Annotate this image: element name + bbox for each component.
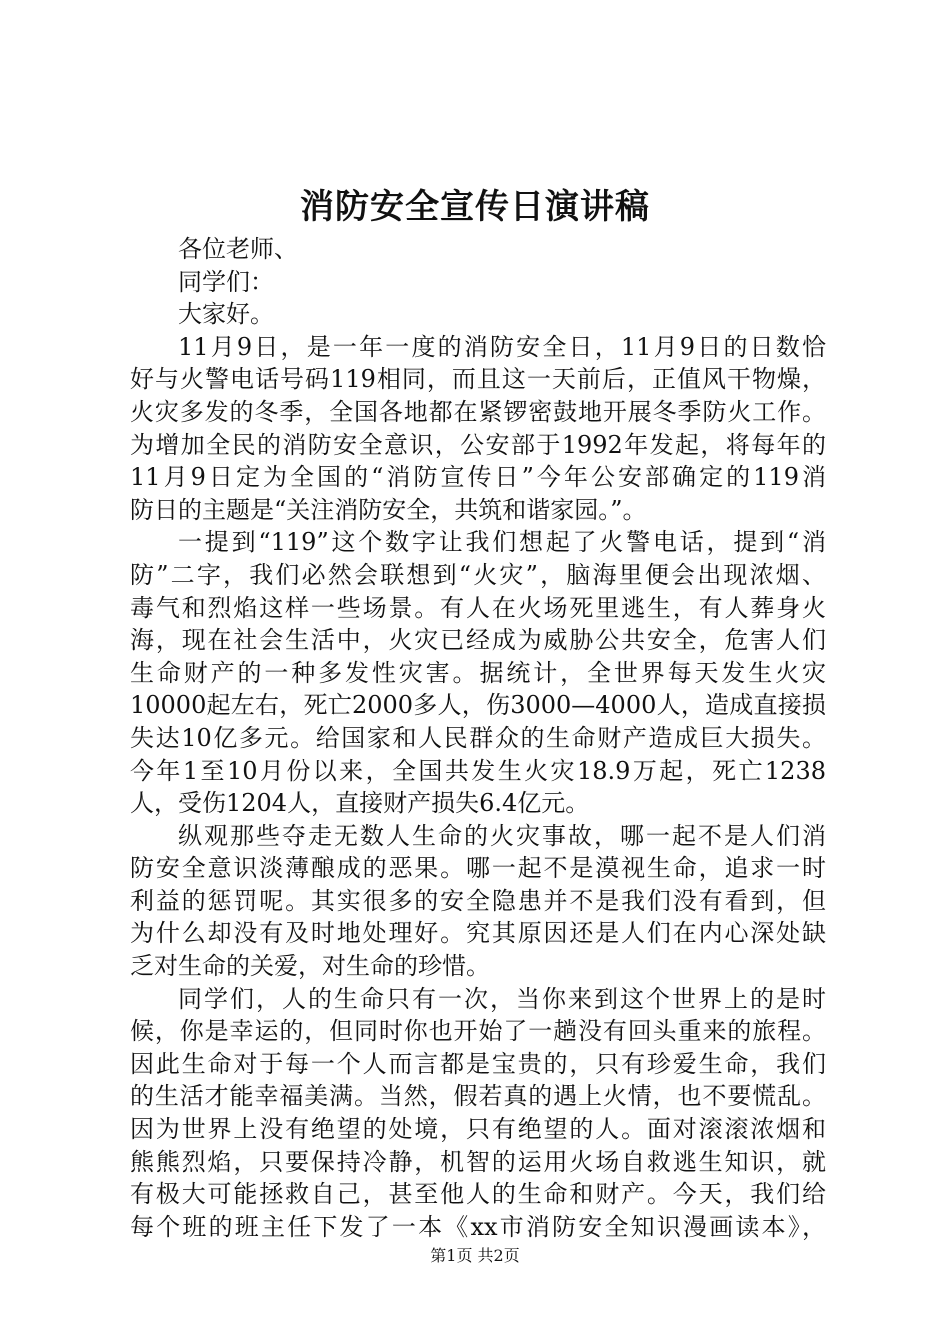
text-line: 防”二字，我们必然会联想到“火灾”，脑海里便会出现浓烟、: [130, 560, 826, 589]
text-line: 每个班的班主任下发了一本《xx市消防安全知识漫画读本》，: [130, 1212, 826, 1241]
text-line: 候，你是幸运的，但同时你也开始了一趟没有回头重来的旅程。: [130, 1017, 826, 1046]
text-line: 防日的主题是“关注消防安全，共筑和谐家园。”。: [130, 495, 647, 524]
document-title: 消防安全宣传日演讲稿: [300, 187, 650, 227]
text-line: 火灾多发的冬季，全国各地都在紧锣密鼓地开展冬季防火工作。: [130, 397, 826, 426]
text-line: 今年1至10月份以来，全国共发生火灾18.9万起，死亡1238: [130, 756, 826, 785]
text-line: 11月9日定为全国的“消防宣传日”今年公安部确定的119消: [130, 463, 826, 492]
text-line: 同学们，人的生命只有一次，当你来到这个世界上的是时: [178, 984, 826, 1013]
text-line: 乏对生命的关爱，对生命的珍惜。: [130, 952, 490, 981]
text-line: 防安全意识淡薄酿成的恶果。哪一起不是漠视生命，追求一时: [130, 854, 826, 883]
text-line: 海，现在社会生活中，火灾已经成为威胁公共安全，危害人们: [130, 626, 826, 655]
text-line: 有极大可能拯救自己，甚至他人的生命和财产。今天，我们给: [130, 1180, 826, 1209]
text-line: 毒气和烈焰这样一些场景。有人在火场死里逃生，有人葬身火: [130, 593, 826, 622]
text-line: 为增加全民的消防安全意识，公安部于1992年发起，将每年的: [130, 430, 826, 459]
text-line: 的生活才能幸福美满。当然，假若真的遇上火情，也不要慌乱。: [130, 1082, 826, 1111]
text-line: 失达10亿多元。给国家和人民群众的生命财产造成巨大损失。: [130, 723, 826, 752]
text-line: 因为世界上没有绝望的处境，只有绝望的人。面对滚滚浓烟和: [130, 1115, 826, 1144]
text-line: 11月9日，是一年一度的消防安全日，11月9日的日数恰: [178, 332, 826, 361]
text-line: 一提到“119”这个数字让我们想起了火警电话，提到“消: [178, 528, 826, 557]
text-line: 因此生命对于每一个人而言都是宝贵的，只有珍爱生命，我们: [130, 1049, 826, 1078]
text-line: 利益的惩罚呢。其实很多的安全隐患并不是我们没有看到，但: [130, 886, 826, 915]
page-footer: 第1页 共2页: [430, 1246, 520, 1265]
document-body: [130, 233, 826, 1243]
text-line: 各位老师、: [178, 235, 298, 263]
text-line: 好与火警电话号码119相同，而且这一天前后，正值风干物燥，: [130, 365, 826, 394]
text-line: 人，受伤1204人，直接财产损失6.4亿元。: [130, 789, 590, 818]
text-line: 大家好。: [178, 300, 274, 329]
text-line: 纵观那些夺走无数人生命的火灾事故，哪一起不是人们消: [178, 821, 826, 850]
text-line: 生命财产的一种多发性灾害。据统计，全世界每天发生火灾: [130, 658, 826, 687]
text-line: 同学们：: [178, 267, 274, 296]
text-line: 熊熊烈焰，只要保持冷静，机智的运用火场自救逃生知识，就: [130, 1147, 826, 1176]
text-line: 为什么却没有及时地处理好。究其原因还是人们在内心深处缺: [130, 919, 826, 948]
text-line: 10000起左右，死亡2000多人，伤3000—4000人，造成直接损: [130, 691, 826, 720]
